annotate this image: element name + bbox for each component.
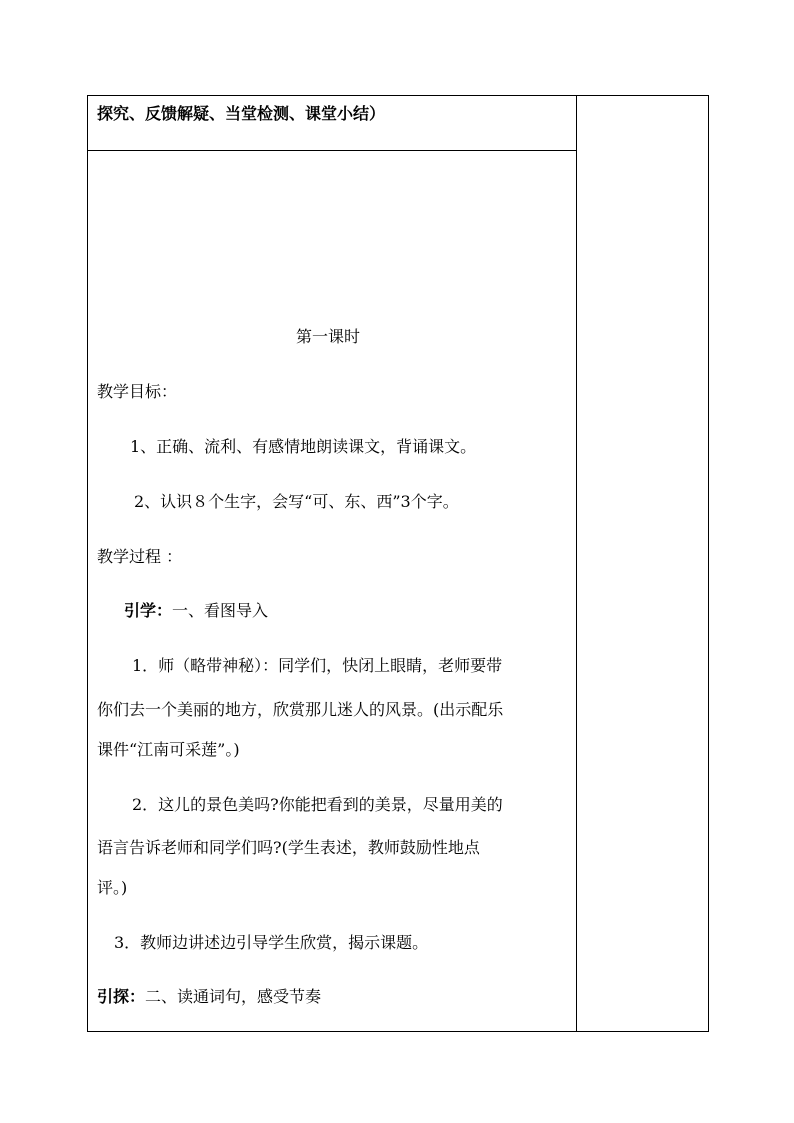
section-heading [124, 601, 268, 621]
objective-item: 1、正确、流利、有感情地朗读课文，背诵课文。 [130, 437, 477, 456]
paragraph-line: 课件“江南可采莲”。) [97, 740, 240, 759]
paragraph-line: 1．师（略带神秘）：同学们，快闭上眼睛，老师要带 [132, 656, 503, 675]
section-title: 二、读通词句，感受节奏 [145, 987, 322, 1006]
paragraph-line: 你们去一个美丽的地方，欣赏那儿迷人的风景。(出示配乐 [97, 700, 504, 719]
table-border-left [87, 95, 88, 1032]
objectives-heading: 教学目标： [97, 382, 178, 401]
paragraph-line: 语言告诉老师和同学们吗?(学生表述，教师鼓励性地点 [97, 838, 480, 857]
table-border-top [87, 95, 709, 96]
objective-item: 2、认识８个生字，会写“可、东、西”3个字。 [134, 492, 459, 511]
table-header-divider [87, 150, 577, 151]
paragraph-line: 3．教师边讲述边引导学生欣赏，揭示课题。 [114, 933, 429, 952]
process-heading: 教学过程 ： [97, 547, 183, 566]
lesson-plan-table [87, 95, 709, 1032]
paragraph-line: 评。) [97, 878, 128, 897]
section-title: 一、看图导入 [172, 601, 269, 620]
table-column-divider [576, 95, 577, 1032]
table-border-bottom [87, 1031, 709, 1032]
table-border-right [708, 95, 709, 1032]
header-cell-text: 探究、反馈解疑、当堂检测、课堂小结） [97, 104, 386, 123]
lesson-title: 第一课时 [296, 327, 361, 346]
paragraph-line: 2．这儿的景色美吗?你能把看到的美景，尽量用美的 [132, 795, 503, 814]
section-heading [97, 987, 321, 1007]
section-label: 引探： [97, 987, 146, 1006]
section-label: 引学： [124, 601, 173, 620]
